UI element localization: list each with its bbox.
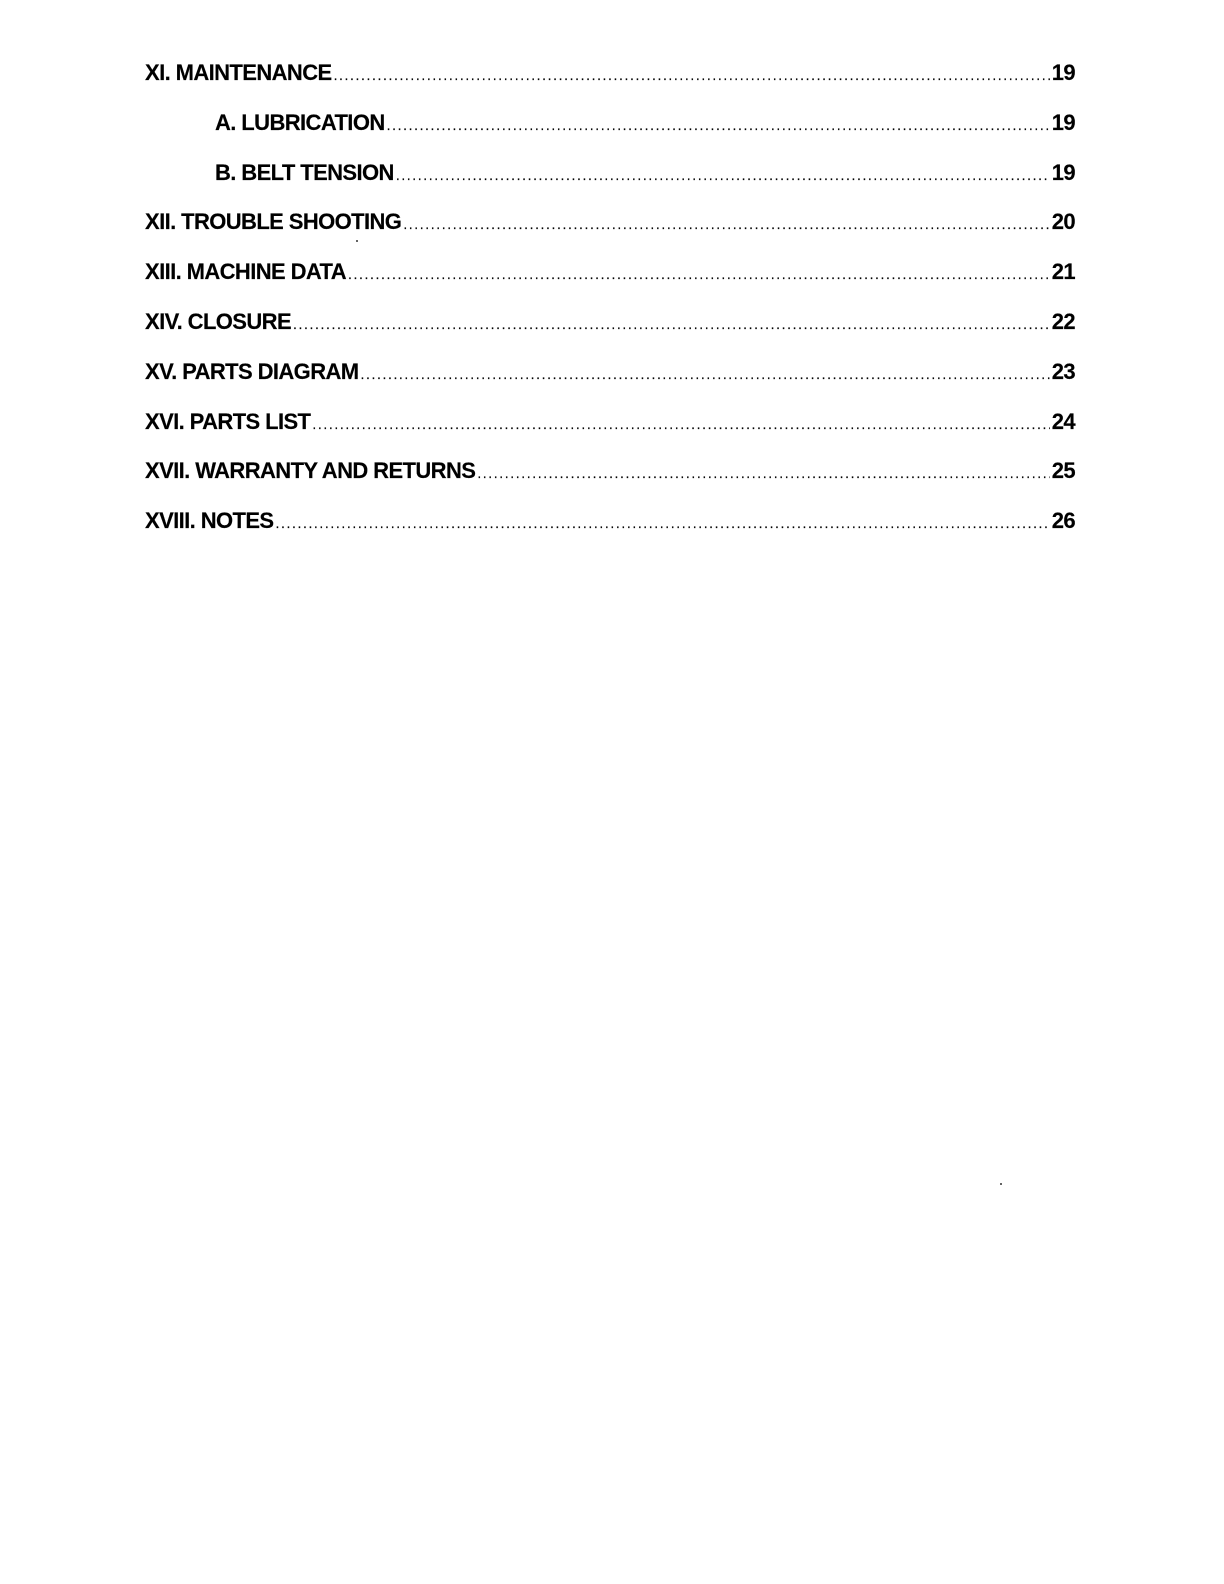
toc-dot-leader	[477, 465, 1049, 481]
toc-entry-title: XI. MAINTENANCE	[145, 60, 332, 85]
toc-entry-page-number: 21	[1051, 259, 1075, 285]
toc-dot-leader	[293, 316, 1050, 332]
toc-dot-leader	[276, 515, 1050, 531]
toc-entry-title: B. BELT TENSION	[215, 159, 394, 185]
toc-dot-leader	[396, 167, 1050, 183]
toc-entry-title: XVIII. NOTES	[145, 508, 274, 534]
toc-entry-page-number: 23	[1051, 358, 1075, 384]
toc-entry-warranty-and-returns[interactable]	[145, 458, 1075, 508]
toc-entry-machine-data[interactable]	[145, 259, 1075, 309]
table-of-contents	[145, 60, 1075, 558]
toc-entry-maintenance[interactable]	[145, 60, 1075, 110]
toc-dot-leader	[348, 266, 1050, 282]
toc-entry-belt-tension[interactable]	[145, 160, 1075, 210]
toc-entry-page-number: 25	[1051, 458, 1075, 484]
toc-entry-page-number: 19	[1051, 159, 1075, 185]
toc-entry-page-number: 20	[1051, 209, 1075, 235]
toc-entry-title: XVII. WARRANTY AND RETURNS	[145, 458, 476, 484]
scan-speck	[1000, 1183, 1002, 1185]
toc-dot-leader	[361, 366, 1050, 382]
toc-entry-title: A. LUBRICATION	[215, 109, 385, 135]
toc-entry-trouble-shooting[interactable]	[145, 209, 1075, 259]
toc-entry-title: XVI. PARTS LIST	[145, 408, 311, 434]
toc-entry-title: XIV. CLOSURE	[145, 308, 292, 334]
toc-entry-page-number: 19	[1051, 60, 1075, 85]
toc-entry-page-number: 19	[1051, 109, 1075, 135]
toc-entry-lubrication[interactable]	[145, 110, 1075, 160]
toc-entry-notes[interactable]	[145, 508, 1075, 558]
toc-dot-leader	[403, 216, 1049, 232]
toc-entry-title: XIII. MACHINE DATA	[145, 259, 347, 285]
toc-entry-page-number: 24	[1051, 408, 1075, 434]
toc-entry-parts-diagram[interactable]	[145, 359, 1075, 409]
toc-entry-title: XV. PARTS DIAGRAM	[145, 358, 359, 384]
toc-entry-page-number: 26	[1051, 508, 1075, 534]
toc-entry-parts-list[interactable]	[145, 409, 1075, 459]
toc-dot-leader	[387, 117, 1050, 133]
toc-entry-title: XII. TROUBLE SHOOTING	[145, 209, 402, 235]
toc-dot-leader	[312, 416, 1049, 432]
toc-entry-page-number: 22	[1051, 308, 1075, 334]
scan-speck	[356, 240, 358, 242]
toc-dot-leader	[334, 67, 1050, 83]
toc-entry-closure[interactable]	[145, 309, 1075, 359]
